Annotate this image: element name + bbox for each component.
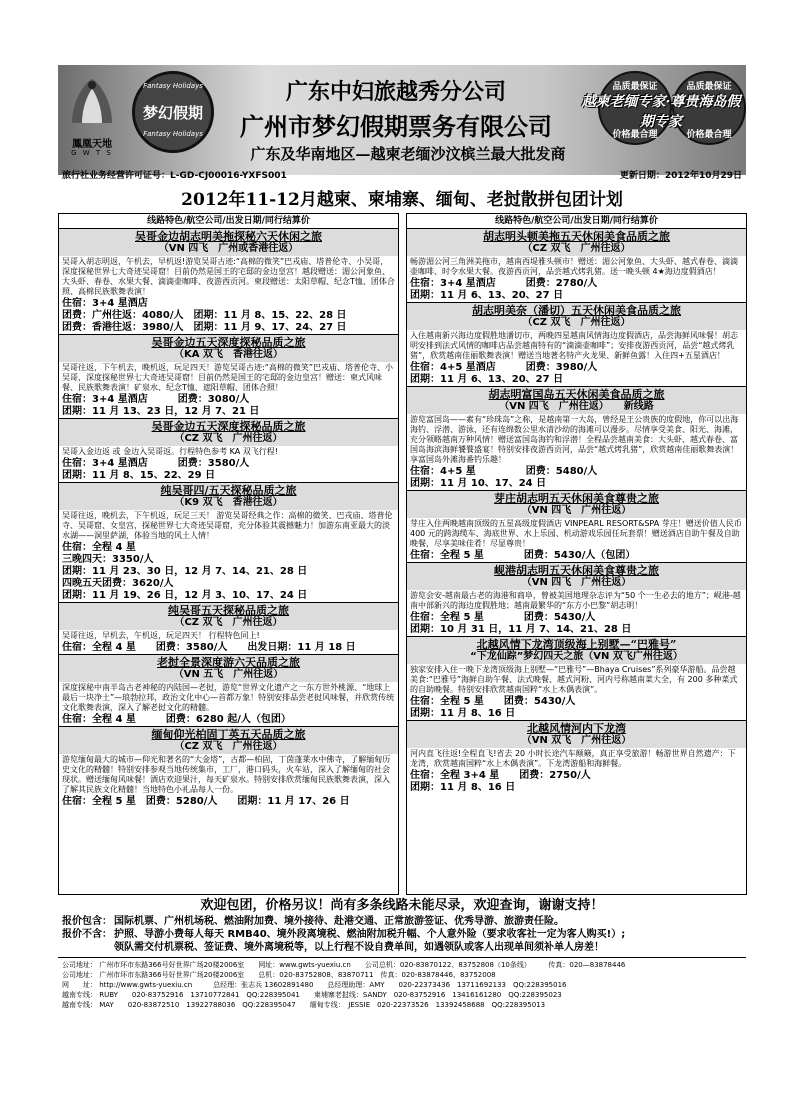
- tour-description: 游览缅甸最大的城市—仰光和著名的“大金塔”，古都—柏固，丁茵蓬莱水中佛寺，了解缅甸历史文化的精髓！特别安排参观当地传统集市，工厂，港口码头，火车站，深入了解缅甸的社会现状。赠送缅甸风味餐！酒店欢迎果汁，每天矿泉水。特别安排欣赏缅甸民族歌舞表演，深入了解其民族文化精髓！当地特色小礼品每人一份。: [62, 755, 391, 794]
- tour-title: 纯吴哥四/五天探秘品质之旅: [59, 483, 398, 497]
- tour-price-line: 团期：11 月 6、13、20、27 日: [410, 374, 564, 385]
- tour-block: [59, 655, 398, 727]
- tour-title: 芽庄胡志明五天休闲美食尊贵之旅: [407, 491, 746, 505]
- logo-center-en-top: Fantasy Holidays: [143, 82, 203, 90]
- left-tour-list: [59, 229, 398, 808]
- license-number: 旅行社业务经营许可证号：L-GD-CJ00016-YXFS001: [62, 171, 287, 181]
- price-excludes-text: 护照、导游小费每人每天 RMB40、境外段离境税、燃油附加税升幅、个人意外险（要求收客社一定为客人购买!）;: [114, 929, 626, 940]
- tour-flight-info: （VN 四飞 广州或香港往返）: [59, 243, 398, 256]
- tour-price-line: 团期：10 月 31 日，11 月 7、14、21、28 日: [410, 624, 632, 635]
- tour-flight-info: （CZ 双飞 广州往返）: [59, 741, 398, 754]
- tour-price-line: 住宿：全程 3+4 星 团费：2750/人: [410, 770, 591, 781]
- tour-price-line: 住宿：全程 5 星 团费：5430/人: [410, 696, 576, 707]
- tour-price-line: 住宿：3+4 星酒店 团费：2780/人: [410, 278, 598, 289]
- logo-center-en-bottom: Fantasy Holidays: [143, 130, 203, 138]
- contact-line: 越南专线： RUBY 020-83752916 13710772841 QQ:228395041 柬埔寨老挝线：SANDY 020-83752916 13416161280 QQ:228395023: [62, 991, 562, 999]
- price-excludes: [58, 928, 746, 941]
- badge-2-bottom: 价格最合理: [686, 130, 732, 140]
- price-excludes-label: 报价不含：: [62, 929, 112, 940]
- tour-description: 芽庄入住两晚越南顶级的五星高级度假酒店 VINPEARL RESORT&SPA 芽庄！赠送价值人民币 400 元的跨海缆车、海底世界、水上乐园、机动游戏乐园任玩套票！赠送酒店自助午餐及自助晚餐，尽享美味佳肴！尽显尊贵！: [410, 519, 742, 548]
- tour-flight-info: （KA 双飞 香港往返）: [59, 349, 398, 362]
- slogan: 广东及华南地区—越柬老缅沙汶槟兰最大批发商: [250, 145, 566, 163]
- tour-flight-info: （K9 双飞 香港往返）: [59, 497, 398, 510]
- badge-1-bottom: 价格最合理: [612, 130, 658, 140]
- tour-description: 吴哥入金边返 或 金边入吴哥返。行程特色参考 KA 双飞行程!: [62, 447, 278, 456]
- tour-flight-info: （CZ 双飞 广州往返）: [407, 317, 746, 330]
- tour-title: 胡志明富国岛五天休闲美食品质之旅: [407, 387, 746, 401]
- tour-price-line: 团期：11 月 8、16 日: [410, 782, 516, 793]
- tour-description: 深度探秘中南半岛古老神秘的内陆国—老挝，游览“世界文化遗产之一东方世外桃源、“地球上最后一块净土”—琅勃拉邦，政治文化中心—首都万象！特别安排品尝老挝风味餐，并欣赏传统文化歌舞表演，深入了解老挝文化的精髓。: [62, 683, 395, 712]
- update-date: 更新日期：2012年10月29日: [619, 171, 742, 181]
- tour-price-line: 住宿：全程 4 星 团费：6280 起/人（包团）: [62, 714, 291, 725]
- tour-title: 胡志明头顿美拖五天休闲美食品质之旅: [407, 229, 746, 243]
- tour-price-line: 住宿：全程 4 星: [62, 542, 136, 553]
- tour-block: [59, 483, 398, 603]
- tour-block: [59, 229, 398, 335]
- tour-flight-info: （VN 双飞 广州往返）: [407, 735, 746, 748]
- welcome-line: 欢迎包团，价格另议！尚有多条线路未能尽录，欢迎查询，谢谢支持！: [200, 898, 604, 913]
- extra-note: [58, 941, 746, 954]
- tour-price-line: 团期：11 月 13、23 日，12 月 7、21 日: [62, 406, 260, 417]
- tour-description: 河内直飞往返!全程直飞!省去 20 小时长途汽车颠簸，真正享受旅游！畅游世界自然遗产：下龙湾，欣赏越南国粹“水上木偶表演”。下龙湾游船和海鲜餐。: [410, 749, 736, 768]
- tour-block: [407, 303, 746, 387]
- tour-flight-info: （VN 四飞 广州往返） 新线路: [407, 401, 746, 414]
- tour-title: 吴哥金边五天深度探秘品质之旅: [59, 419, 398, 433]
- tour-description: 游览富国岛——素有“珍珠岛”之称，是越南第一大岛，曾经是王公贵族的度假地，你可以出海海钓、浮潜、游泳，还有连绵数公里水清沙幼的海滩可以漫步。尽情享受美食、阳光、海滩，充分领略越南万种风情！赠送富国岛海钓和浮潜！全程品尝越南美食：大头虾、越式春卷、富国岛海滨海鲜饕餮盛宴！特别安排夜游西贡河，品尝“越式烤乳猪”，欣赏越南佳丽歌舞表演！享富国岛外滩海番钓乐趣！: [410, 415, 739, 464]
- tour-description: 吴哥往返，早机去，午机返，玩足四天！ 行程特色同上!: [62, 631, 260, 640]
- tour-price-line: 四晚五天团费：3620/人: [62, 578, 174, 589]
- tour-title: 吴哥金边胡志明美拖探秘六天休闲之旅: [59, 229, 398, 243]
- tour-price-line: 团期：11 月 19、26 日，12 月 3、10、17、24 日: [62, 590, 308, 601]
- tour-block: [59, 335, 398, 419]
- tour-flight-info: （VN 四飞 广州往返）: [407, 577, 746, 590]
- tour-price-line: 住宿：全程 5 星 团费：5430/人（包团）: [410, 550, 636, 561]
- tour-block: [407, 563, 746, 637]
- tour-block: [407, 491, 746, 563]
- tour-price-line: 住宿：全程 5 星 团费：5430/人: [410, 612, 596, 623]
- tour-price-line: 住宿：4+5 星 团费：5480/人: [410, 466, 598, 477]
- right-column: [406, 213, 747, 895]
- tour-price-line: 住宿：3+4 星酒店 团费：3580/人: [62, 458, 250, 469]
- tour-price-line: 三晚四天：3350/人: [62, 554, 154, 565]
- price-includes-text: 国际机票、广州机场税、燃油附加费、境外接待、赴港交通、正常旅游签证、优秀导游、旅游责任险。: [114, 916, 564, 927]
- tour-price-line: 团期：11 月 8、16 日: [410, 708, 516, 719]
- tour-description: 入住越南新兴海边度假胜地潘切市，两晚四星越南风情海边度假酒店，品尝海鲜风味餐！胡志明安排到法式风情的咖啡店品尝越南特有的“滴滴壶咖啡”；安排夜游西贡河，品尝“越式烤乳猪”，欣赏越南佳丽歌舞表演！赠送当地著名特产火龙果、新鲜鱼露！入住四+五星酒店！: [410, 331, 738, 360]
- tour-title: 缅甸仰光柏固丁英五天品质之旅: [59, 727, 398, 741]
- phoenix-logo-icon: [62, 73, 122, 131]
- contact-line: 公司地址： 广州市环市东路366号好世界广场20楼2006室 网址：www.gwts-yuexiu.cn 公司总机：020-83870122、83752808（10条线） 传真：020—83878446: [62, 961, 626, 969]
- footer: [58, 897, 746, 1010]
- tour-price-line: 团期：11 月 10、17、24 日: [410, 478, 547, 489]
- right-column-header: 线路特色/航空公司/出发日期/同行结算价: [407, 214, 746, 229]
- tour-flight-info: （CZ 双飞 广州往返）: [59, 433, 398, 446]
- tour-price-line: 团费：香港往返：3980/人 团期：11 月 9、17、24、27 日: [62, 322, 347, 333]
- tour-price-line: 住宿：全程 5 星 团费：5280/人 团期：11 月 17、26 日: [62, 796, 350, 807]
- tour-title: 纯吴哥五天探秘品质之旅: [59, 603, 398, 617]
- tour-block: [407, 637, 746, 721]
- tour-title: 胡志明美奈（潘切）五天休闲美食品质之旅: [407, 303, 746, 317]
- tour-price-line: 住宿：全程 4 星 团费：3580/人 出发日期：11 月 18 日: [62, 642, 356, 653]
- left-column-header: 线路特色/航空公司/出发日期/同行结算价: [59, 214, 398, 229]
- tour-flight-info: （CZ 双飞 广州往返）: [59, 617, 398, 630]
- contact-line: 越南专线： MAY 020-83872510 13922788036 QQ:228395047 缅甸专线： JESSIE 020-22373526 13392458688 QQ:228395013: [62, 1001, 546, 1009]
- page-title: 2012年11-12月越柬、柬埔寨、缅甸、老挝散拼包团计划: [181, 190, 623, 210]
- company-name-1: 广东中妇旅越秀分公司: [285, 79, 506, 105]
- tour-description: 吴哥往返，下午机去，晚机返，玩足四天！游览吴哥古迹:“高棉的微笑”巴戎庙、塔普伦寺、小吴哥，深度探秘世界七大奇迹吴哥窟！目前仍然是国王的宅邸的金边皇宫！赠送：柬式风味餐、民族歌舞表演！矿泉水、纪念T恤、遮阳草帽、团体合照！: [62, 363, 393, 392]
- expert-tagline: 越柬老缅专家·尊贵海岛假期专家: [581, 94, 741, 130]
- flyer-sheet: [58, 65, 746, 1068]
- tour-title: 老挝全景深度游六天品质之旅: [59, 655, 398, 669]
- tour-flight-info: （VN 五飞 广州往返）: [59, 669, 398, 682]
- tour-flight-info: （VN 四飞 广州往返）: [407, 505, 746, 518]
- price-includes-label: 报价包含：: [62, 916, 112, 927]
- tour-title: 北越风情河内下龙湾: [407, 721, 746, 735]
- tour-title: 北越风情下龙湾顶级海上别墅—“巴雅号”: [407, 637, 746, 651]
- tour-title: 吴哥金边五天深度探秘品质之旅: [59, 335, 398, 349]
- tour-price-line: 团期：11 月 23、30 日，12 月 7、14、21、28 日: [62, 566, 308, 577]
- tour-description: 吴哥往返，晚机去，下午机返，玩足三天！ 游览吴哥经典之作：高棉的微笑、巴戎庙、塔普伦寺、吴哥窟、女皇宫，探秘世界七大奇迹吴哥窟，充分体验其震撼魅力！加游东南亚最大的淡水湖——洞里萨湖，体验当地的风土人情！: [62, 511, 393, 540]
- header-banner: [58, 65, 746, 175]
- tour-price-line: 住宿：4+5 星酒店 团费：3980/人: [410, 362, 598, 373]
- logo-center-name: 梦幻假期: [142, 104, 203, 122]
- badge-1-top: 品质最保证: [612, 82, 658, 92]
- company-name-2: 广州市梦幻假期票务有限公司: [240, 112, 552, 141]
- tour-price-line: 住宿：3+4 星酒店 团费：3080/人: [62, 394, 250, 405]
- tour-block: [59, 419, 398, 483]
- right-tour-list: [407, 229, 746, 794]
- badge-2-top: 品质最保证: [686, 82, 732, 92]
- tour-price-line: 团期：11 月 6、13、20、27 日: [410, 290, 564, 301]
- tour-flight-info: （CZ 双飞 广州往返）: [407, 243, 746, 256]
- logo-left-name: 鳳凰天地: [72, 139, 112, 150]
- tour-block: [407, 229, 746, 303]
- extra-note-text: 领队需交付机票税、签证费、境外离境税等，以上行程不设自费单间，如遇领队或客人出现单间须补单人房差！: [114, 942, 604, 953]
- tour-block: [59, 727, 398, 808]
- tour-description: 吴哥入胡志明返，午机去，早机返!游览吴哥古迹:“高棉的微笑”巴戎庙、塔普伦寺、小吴哥，深度探秘世界七大奇迹吴哥窟！目前仍然是国王的宅邸的金边皇宫！越段赠送：湄公河象鱼、大头虾、春卷、水果大餐、滴滴壶咖啡、夜游西贡河。柬段赠送：太阳草帽、纪念T恤、团体合照、高棉民族歌舞表演！: [62, 257, 395, 296]
- tour-price-line: 团费：广州往返：4080/人 团期：11 月 8、15、22、28 日: [62, 310, 347, 321]
- contact-line: 公司地址： 广州市环市东路366号好世界广场20楼2006室 总机：020-83752808、83870711 传真：020-83878446、83752008: [62, 971, 496, 979]
- tour-price-line: 团期：11 月 8、15、22、29 日: [62, 470, 216, 481]
- price-includes: [58, 915, 746, 928]
- tour-block: [407, 721, 746, 794]
- tour-flight-info: “下龙仙踪”梦幻四天之旅（VN 双飞广州往返）: [407, 651, 746, 664]
- contact-line: 网 址： http://www.gwts-yuexiu.cn 总经理：张志兵 13602891480 总经理助理：AMY 020-22373436 13711692133 QQ:228395016: [62, 981, 567, 989]
- tour-description: 游览会安-越南最古老的海港和商阜，曾被美国地理杂志评为“50 个一生必去的地方”；岘港-越南中部新兴的海边度假胜地；越南最繁华的“东方小巴黎”胡志明！: [410, 591, 741, 610]
- tour-price-line: 住宿：3+4 星酒店: [62, 298, 148, 309]
- left-column: [58, 213, 399, 895]
- license-row: [58, 167, 746, 181]
- tour-description: 畅游湄公河三角洲美拖市，越南西堤雅头顿市！赠送：湄公河象鱼、大头虾、越式春卷、滴滴壶咖啡、时令水果大餐。夜游西贡河，品尝越式烤乳猪。送一晚头顿 4★海边度假酒店！: [410, 257, 738, 276]
- tour-description: 独家安排入住一晚下龙湾顶级海上别墅—“巴雅号”—Bhaya Cruises”系列豪华游船。品尝越美食:“巴雅号”海鲜自助午餐、法式晚餐、越式河粉、河内号称越南菜大全，有 200 多种菜式的自助晚餐。特别安排欣赏越南国粹“水上木偶表演”。: [410, 665, 738, 694]
- tour-title: 岘港胡志明五天休闲美食尊贵之旅: [407, 563, 746, 577]
- tour-block: [59, 603, 398, 655]
- fantasy-holidays-logo: [132, 71, 214, 153]
- contact-block: [58, 957, 746, 1010]
- tour-block: [407, 387, 746, 491]
- logo-left-sub: G W T S: [71, 149, 113, 157]
